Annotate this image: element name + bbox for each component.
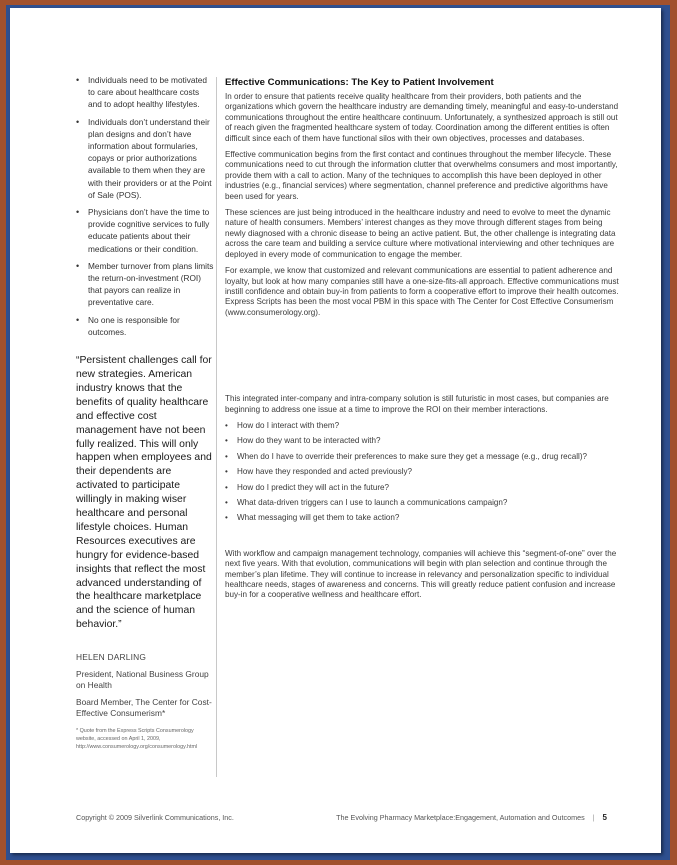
section-heading: Effective Communications: The Key to Patient Involvement [225, 77, 494, 88]
paragraph: For example, we know that customized and relevant communications are essential to patient adherence and loyalty, but look at how many companies still have a one-size-fits-all approach. Effective communications must instill confidence and obtain buy-in from patients to form a cooperative effort to improve their health outcomes. Express Scripts has been the most vocal PBM in this space with The Center for Cost Effective Consumerism (www.consumerology.org). [225, 266, 619, 317]
column-divider [216, 77, 217, 777]
paragraph: This integrated inter-company and intra-company solution is still futuristic in most cases, but companies are beginning to address one issue at a time to improve the ROI on their member interactions. [225, 394, 609, 414]
list-item: • When do I have to override their preferences to make sure they get a message (e.g., drug recall)? [225, 452, 621, 462]
document-page [10, 8, 661, 853]
main-column [225, 77, 621, 607]
list-item: • How do they want to be interacted with? [225, 436, 621, 446]
list-item: • How have they responded and acted previously? [225, 467, 621, 477]
sidebar-column [76, 74, 214, 751]
author-role: President, National Business Group on Health [76, 669, 209, 691]
spacer [225, 324, 621, 394]
list-item: • How do I interact with them? [225, 421, 621, 431]
paragraph: These sciences are just being introduced in the healthcare industry and need to evolve to meet the dynamic nature of health consumers. Members’ interest changes as they move through different stages from being newly diagnosed with a chronic disease to being an active patient. But, the other challenge is integrating data across the care team and building a service culture where motivational interviewing and other techniques are deployed in every mode of communication to engage the member. [225, 208, 616, 259]
list-item: • What data-driven triggers can I use to launch a communications campaign? [225, 498, 621, 508]
paragraph: In order to ensure that patients receive quality healthcare from their providers, both patients and the organizations which govern the healthcare industry are demanding timely, meaningful and easy-to-understand communications throughout the entire healthcare continuum. Unfortunately, a synthesized approach is still out of reach given the fragmented healthcare system of today. Coordination among the different entities is often difficult since each of them have functional silos with their own objectives, processes and databases. [225, 92, 619, 143]
paragraph: Effective communication begins from the first contact and continues throughout the member lifecycle. These communications need to cut through the information clutter that overwhelms consumers and most importantly, provide them with a call to action. Many of the techniques to accomplish this have been deployed in other industries (e.g., financial services) where segmentation, channel preference and predictive algorithms have been used for years. [225, 150, 618, 201]
list-item: • Individuals need to be motivated to care about healthcare costs and to adopt healthy lifestyles. [76, 74, 214, 111]
list-item: • Member turnover from plans limits the return-on-investment (ROI) that payors can realize in preventative care. [76, 260, 214, 309]
list-item: • Physicians don’t have the time to provide cognitive services to fully educate patients about their medications or their condition. [76, 206, 214, 255]
footer-separator: | [592, 813, 595, 822]
quote-author: HELEN DARLING [76, 652, 147, 663]
copyright-text: Copyright © 2009 Silverlink Communications, Inc. [76, 813, 234, 822]
list-item: • How do I predict they will act in the future? [225, 483, 621, 493]
footer-right [336, 813, 607, 822]
list-item: • What messaging will get them to take action? [225, 513, 621, 523]
pull-quote: “Persistent challenges call for new strategies. American industry knows that the benefits of quality healthcare and effective cost management have not been fully realized. This will only happen when employees and their dependents are activated to participate willingly in making wiser healthcare and personal lifestyle choices. Human Resources executives are hungry for evidence-based insights that reflect the most advanced understanding of the healthcare marketplace and the science of human behavior.” [76, 355, 212, 631]
list-item: • No one is responsible for outcomes. [76, 314, 214, 338]
spacer [225, 529, 621, 549]
list-item: • Individuals don’t understand their plan designs and don’t have information about formularies, copays or prior authorizations available to them when they are with their providers or at the Point of Sale (POS). [76, 116, 214, 201]
quote-footnote: * Quote from the Express Scripts Consumerology website, accessed on April 1, 2009, http://www.consumerology.org/consumerology.html [76, 728, 198, 751]
document-title: The Evolving Pharmacy Marketplace:Engagement, Automation and Outcomes [336, 813, 585, 822]
challenges-list [76, 74, 214, 338]
paragraph: With workflow and campaign management technology, companies will achieve this “segment-of-one” over the next five years. With that evolution, communications will begin with plan selection and continue through the member’s plan lifetime. They will continue to increase in relevancy and personalization specific to individual healthcare needs, stages of awareness and concerns. This will greatly reduce patient confusion and increase buy-in for a cooperative wellness and healthcare effort. [225, 548, 617, 600]
questions-list [225, 421, 621, 524]
page-number: 5 [602, 813, 607, 822]
author-board-role: Board Member, The Center for Cost-Effective Consumerism* [76, 697, 212, 719]
